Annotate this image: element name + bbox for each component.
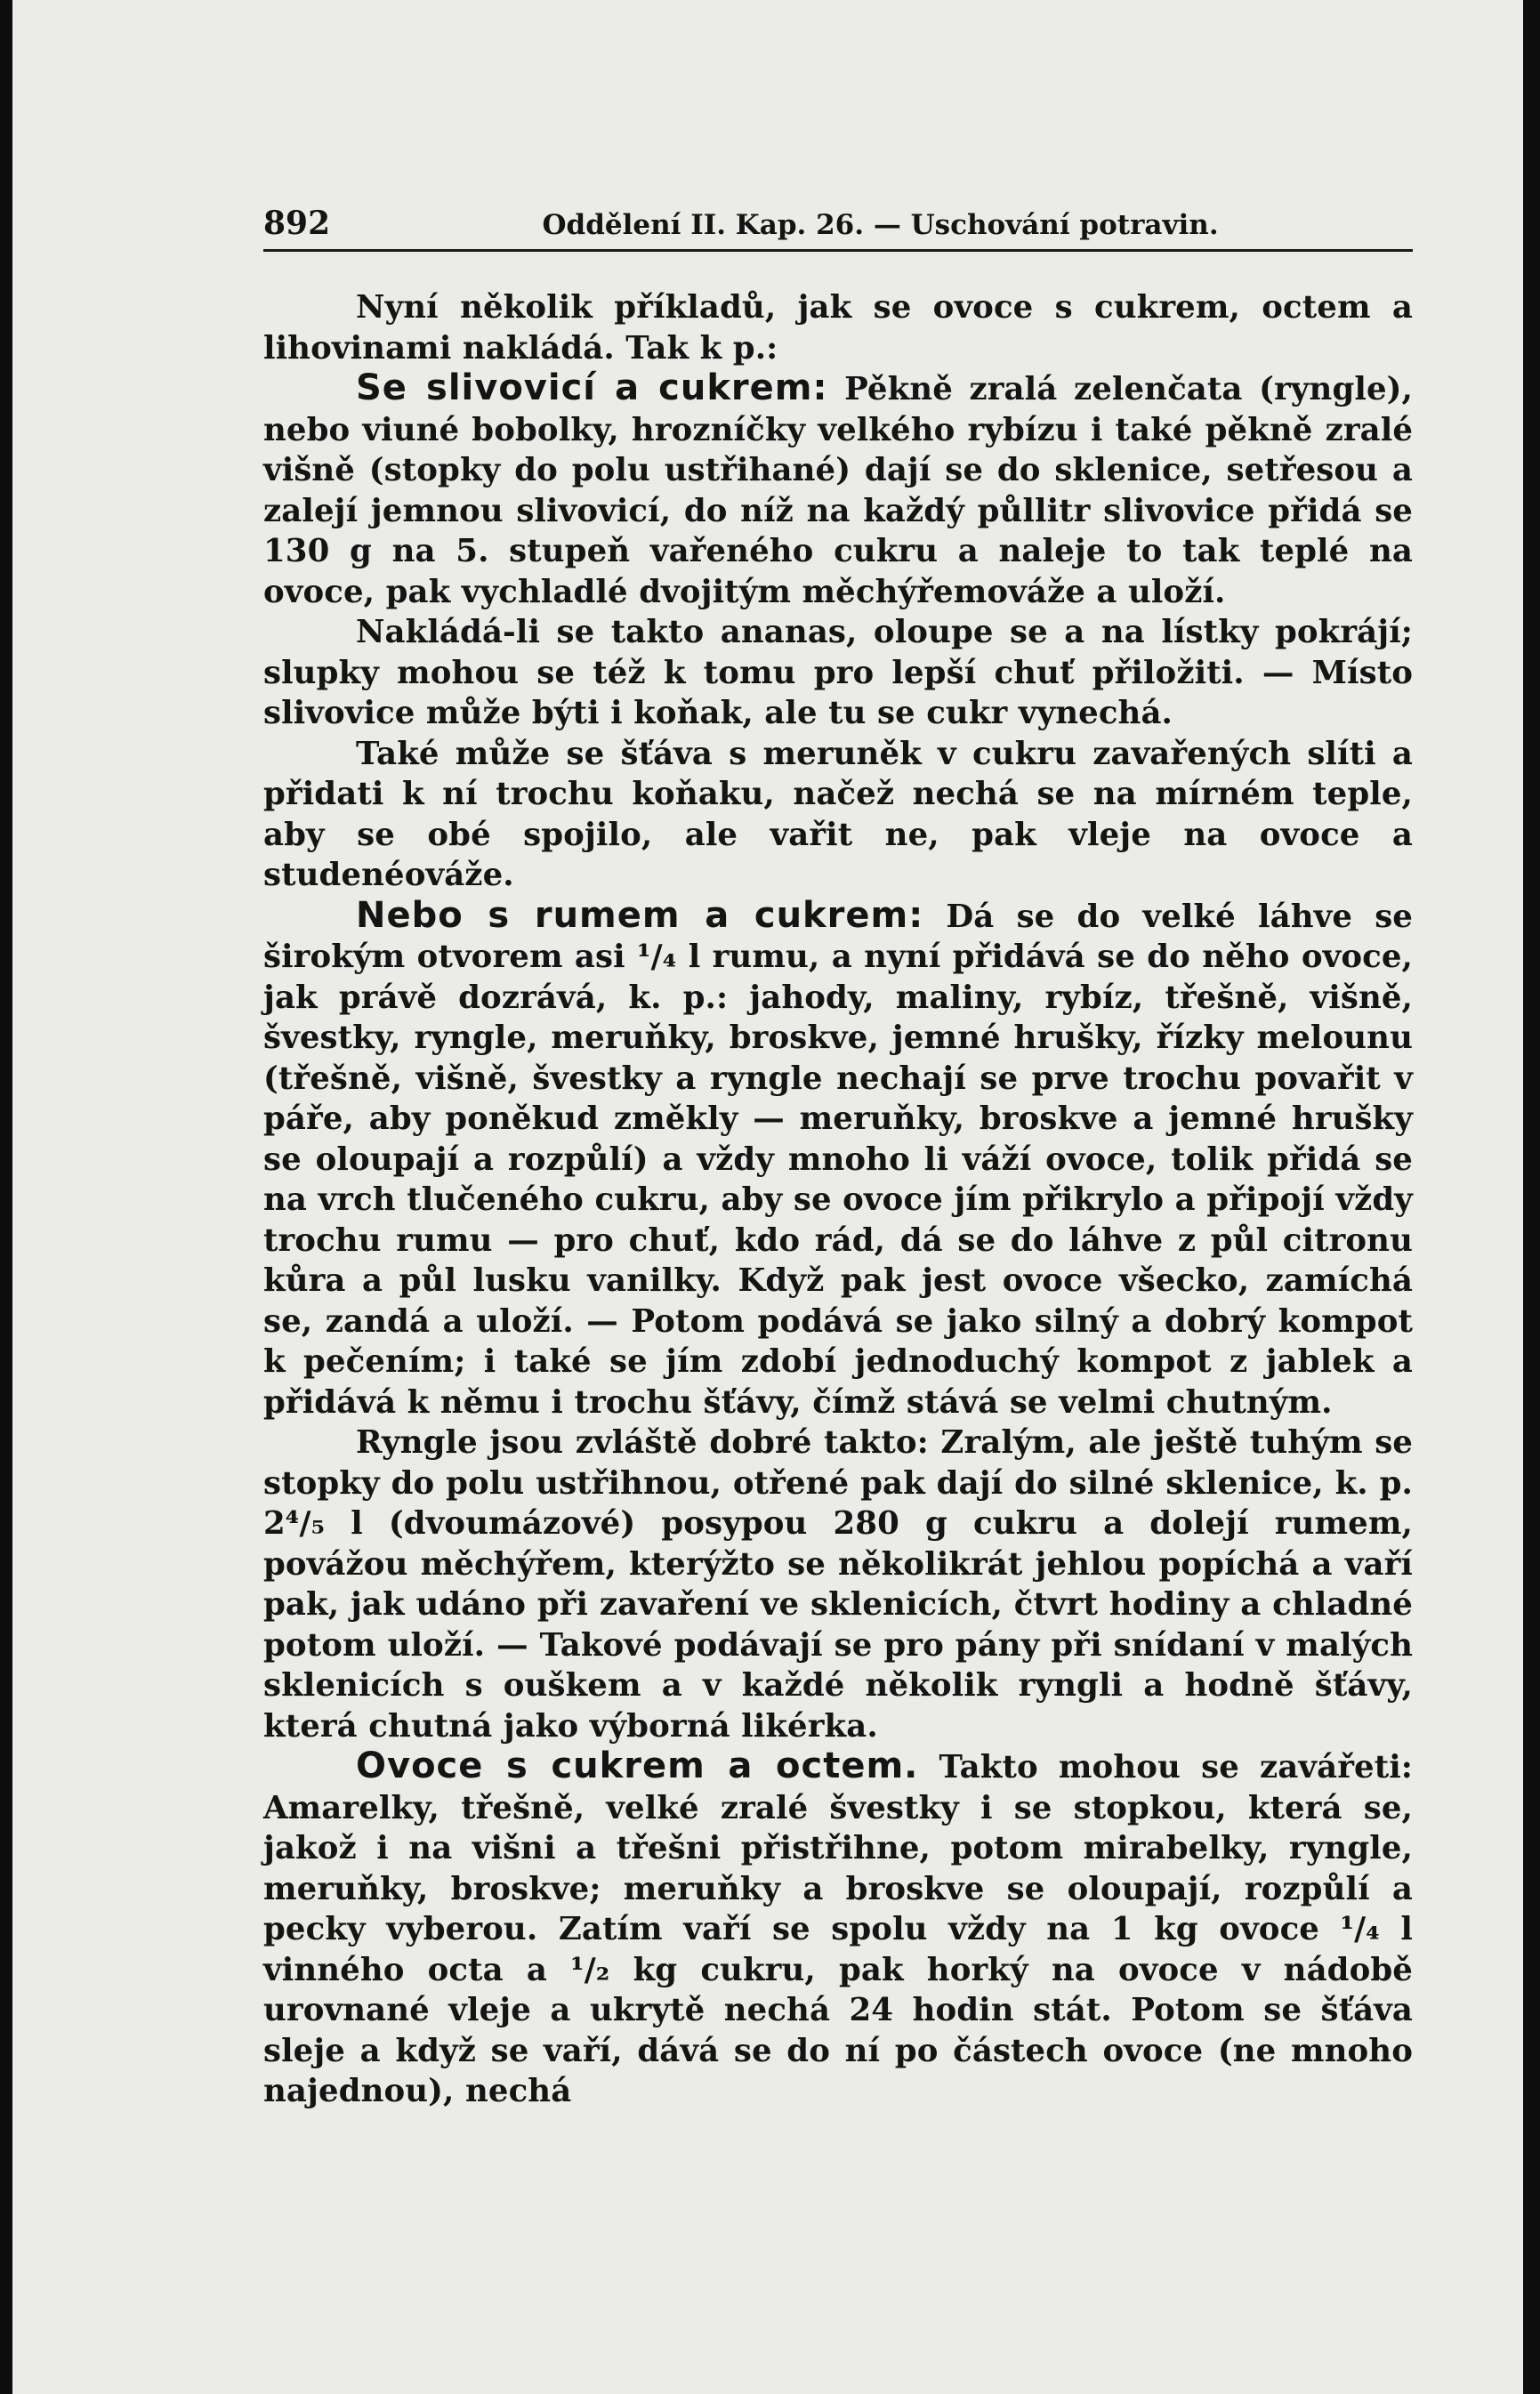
body-text <box>263 287 1413 2112</box>
paragraph-slivovice <box>263 368 1413 612</box>
book-page <box>12 0 1523 2394</box>
paragraph-ocet <box>263 1746 1413 2112</box>
section-heading: Se slivovicí a cukrem: <box>356 367 828 408</box>
section-heading: Ovoce s cukrem a octem. <box>356 1745 919 1786</box>
paragraph-rum <box>263 896 1413 1423</box>
paragraph-text: Ryngle jsou zvláště dobré takto: Zralým, ale ještě tuhým se stopky do polu ustřihnou, otřené pak dají do silné sklenice, k. p. 2⁴/₅ l (dvoumázové) posypou 280 g cukru a dolejí rumem, povážou měchýřem, kterýžto se několikrát jehlou popíchá a vaří pak, jak udáno při zavaření ve sklenicích, čtvrt hodiny a chladné potom uloží. — Takové podávají se pro pány při snídaní v malých sklenicích s ouškem a v každé několik ryngli a hodně šťávy, která chutná jako výborná likérka. <box>263 1424 1413 1745</box>
paragraph-intro <box>263 287 1413 368</box>
paragraph-text: Nyní několik příkladů, jak se ovoce s cukrem, octem a lihovinami nakládá. Tak k p.: <box>263 289 1413 367</box>
paragraph-text: Nakládá-li se takto ananas, oloupe se a na lístky pokrájí; slupky mohou se též k tomu pro lepší chuť přiložiti. — Místo slivovice může býti i koňak, ale tu se cukr vynechá. <box>263 614 1413 731</box>
page-content <box>263 205 1413 2112</box>
paragraph-merunky <box>263 734 1413 896</box>
paragraph-ananas <box>263 612 1413 734</box>
paragraph-text: Také může se šťáva s meruněk v cukru zavařených slíti a přidati k ní trochu koňaku, načež nechá se na mírném teple, aby se obé spojilo, ale vařit ne, pak vleje na ovoce a studenéováže. <box>263 735 1413 893</box>
paragraph-ryngle <box>263 1423 1413 1746</box>
paragraph-text: Pěkně zralá zelenčata (ryngle), nebo viuné bobolky, hrozníčky velkého rybízu i také pěkně zralé višně (stopky do polu ustřihané) dají se do sklenice, setřesou a zalejí jemnou slivovicí, do níž na každý půllitr slivovice přidá se 130 g na 5. stupeň vařeného cukru a naleje to tak teplé na ovoce, pak vychladlé dvojitým měchýřemováže a uloží. <box>263 371 1413 610</box>
running-header <box>263 205 1413 252</box>
section-heading: Nebo s rumem a cukrem: <box>356 894 924 936</box>
paragraph-text: Dá se do velké láhve se širokým otvorem asi ¹/₄ l rumu, a nyní přidává se do něho ovoce, jak právě dozrává, k. p.: jahody, maliny, rybíz, třešně, višně, švestky, ryngle, meruňky, broskve, jemné hrušky, řízky melounu (třešně, višně, švestky a ryngle nechají se prve trochu povařit v páře, aby poněkud změkly — meruňky, broskve a jemné hrušky se oloupají a rozpůlí) a vždy mnoho li váží ovoce, tolik přidá se na vrch tlučeného cukru, aby se ovoce jím přikrylo a připojí vždy trochu rumu — pro chuť, kdo rád, dá se do láhve z půl citronu kůra a půl lusku vanilky. Když pak jest ovoce všecko, zamíchá se, zandá a uloží. — Potom podává se jako silný a dobrý kompot k pečením; i také se jím zdobí jednoduchý kompot z jablek a přidává k němu i trochu šťávy, čímž stává se velmi chutným. <box>263 898 1413 1421</box>
paragraph-text: Takto mohou se zavářeti: Amarelky, třešně, velké zralé švestky i se stopkou, která se, jakož i na višni a třešni přistřihne, potom mirabelky, ryngle, meruňky, broskve; meruňky a broskve se oloupají, rozpůlí a pecky vyberou. Zatím vaří se spolu vždy na 1 kg ovoce ¹/₄ l vinného octa a ¹/₂ kg cukru, pak horký na ovoce v nádobě urovnané vleje a ukrytě nechá 24 hodin stát. Potom se šťáva sleje a když se vaří, dává se do ní po částech ovoce (ne mnoho najednou), nechá <box>263 1749 1414 2109</box>
page-number: 892 <box>263 205 331 242</box>
chapter-title: Oddělení II. Kap. 26. — Uschování potravin. <box>542 209 1219 241</box>
